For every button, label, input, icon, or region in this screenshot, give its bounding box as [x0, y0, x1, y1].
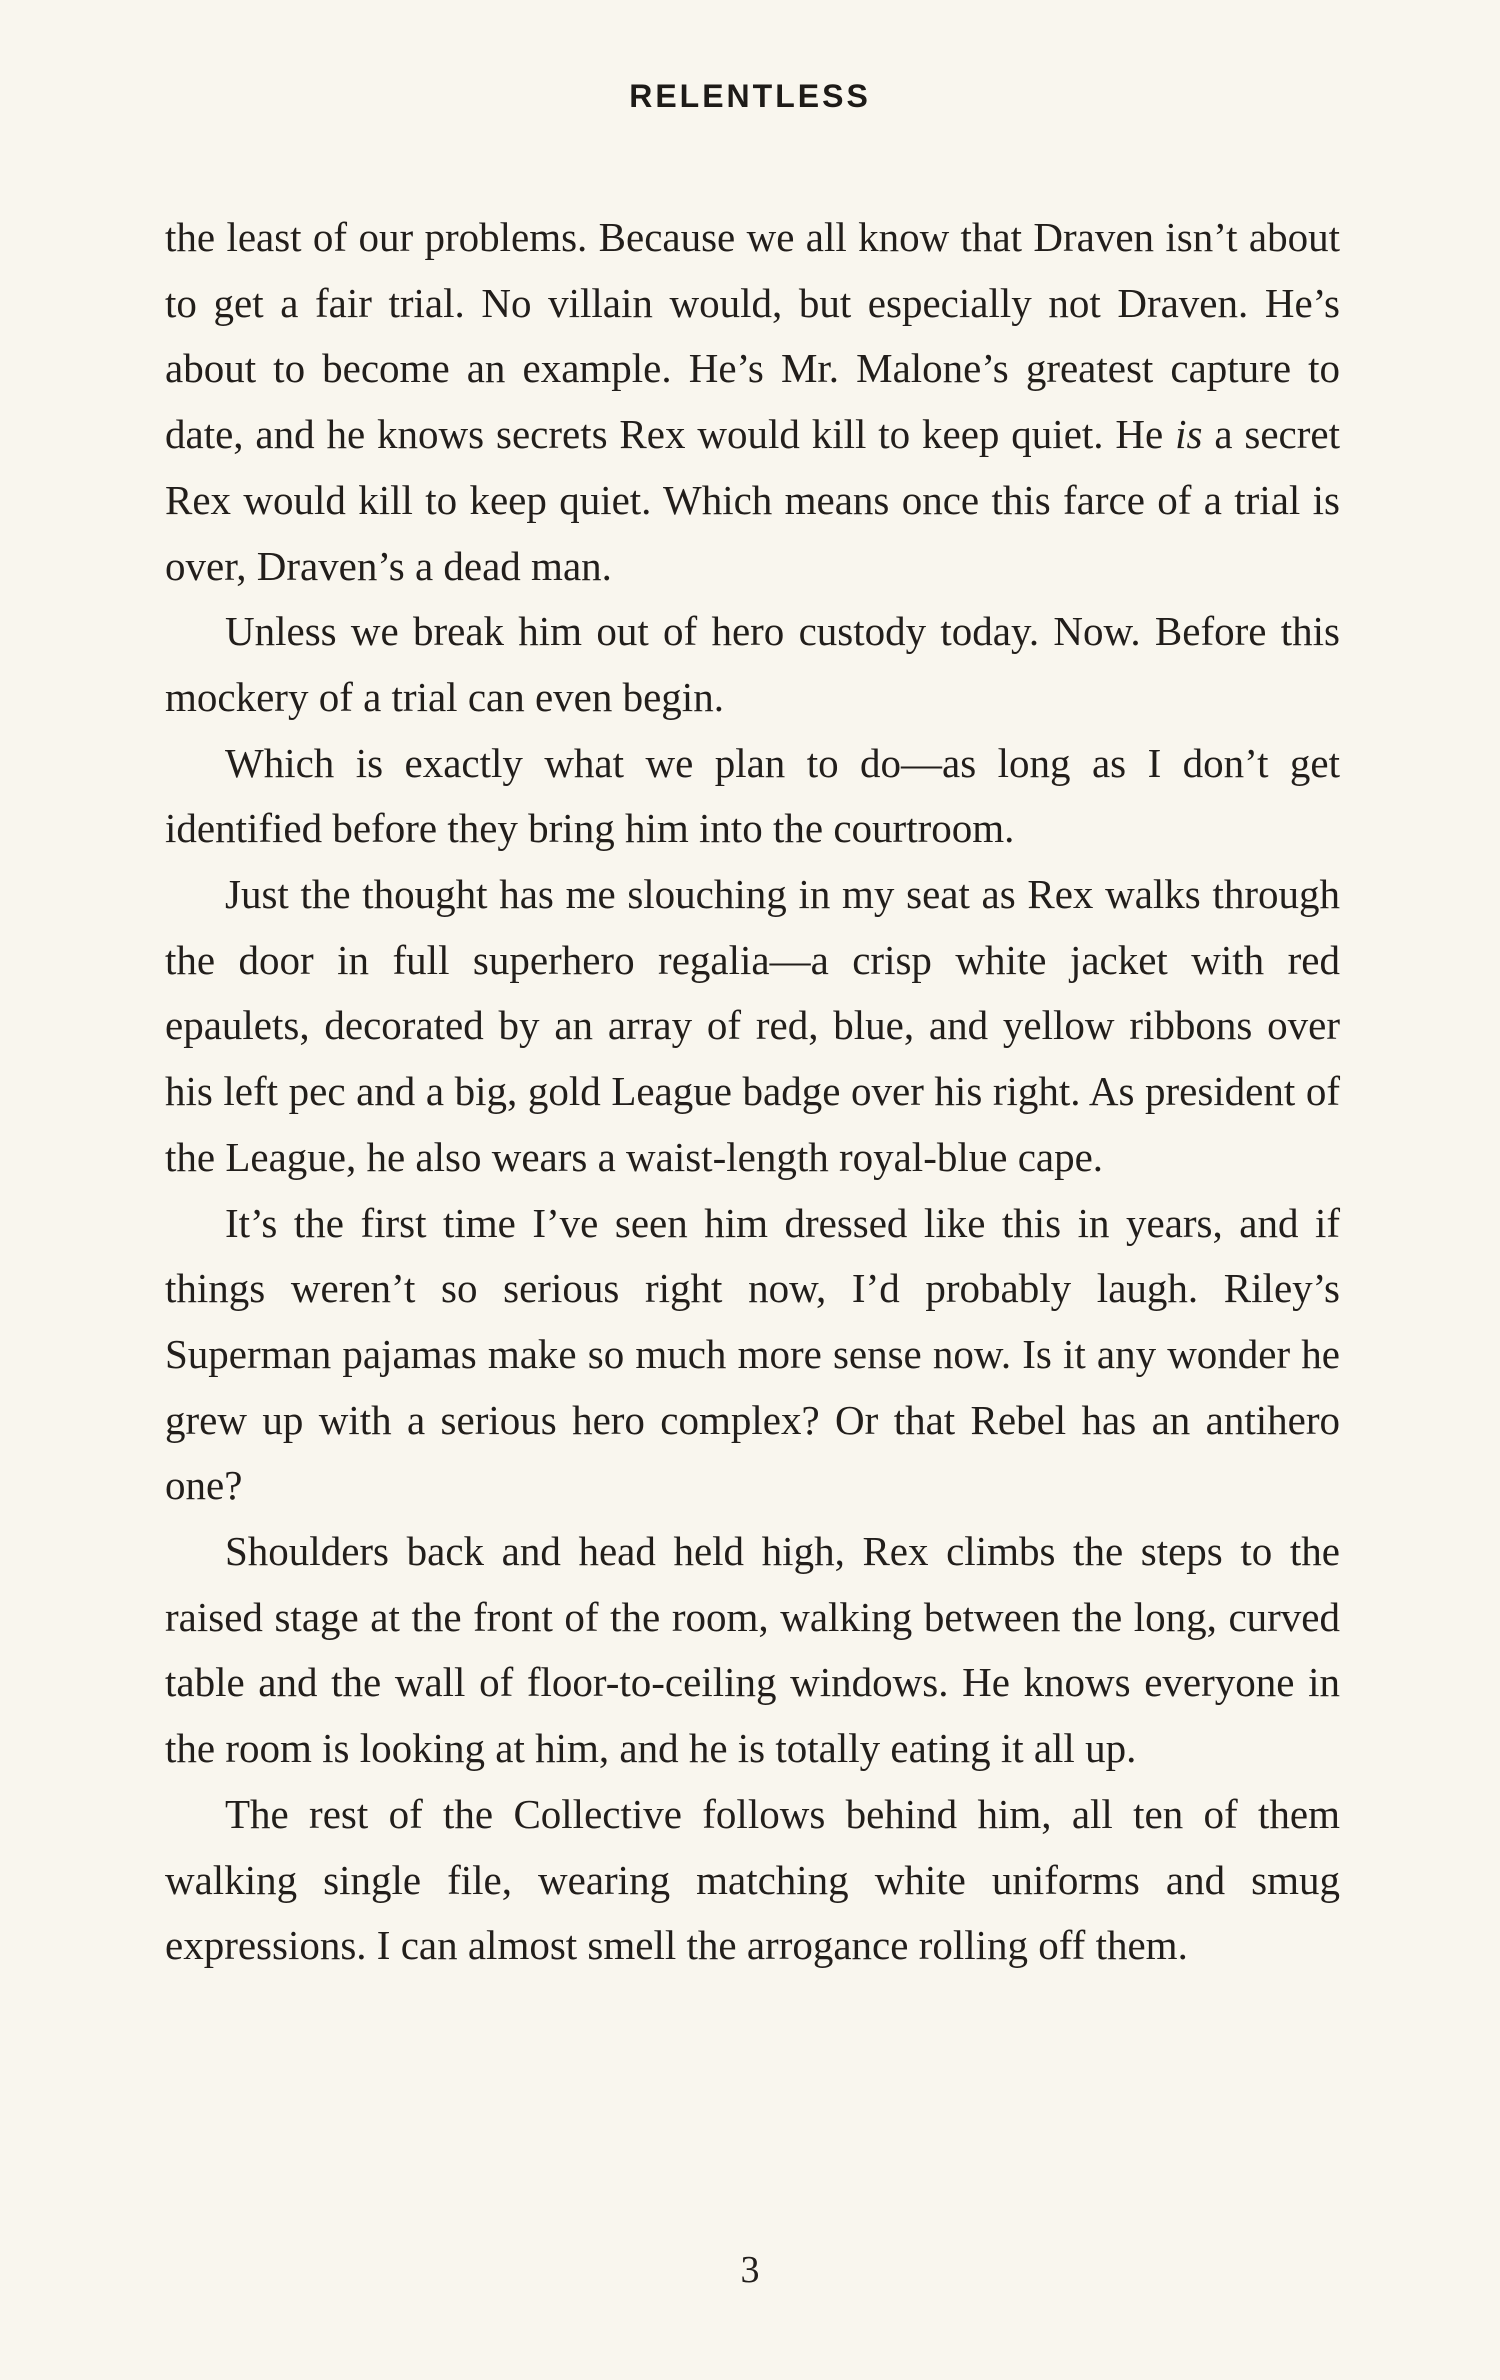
paragraph-7: The rest of the Collective follows behind him, all ten of them walking single file, wearing matching white uniforms and smug expressions. I can almost smell the arrogance rolling off them. — [165, 1790, 1340, 1969]
paragraph-4: Just the thought has me slouching in my seat as Rex walks through the door in full superhero regalia—a crisp white jacket with red epaulets, decorated by an array of red, blue, and yellow ribbons over his left pec and a big, gold League badge over his right. As president of the League, he also wears a waist-length royal-blue cape. — [165, 871, 1340, 1180]
paragraph-6: Shoulders back and head held high, Rex climbs the steps to the raised stage at the front of the room, walking between the long, curved table and the wall of floor-to-ceiling windows. He knows everyone in the room is looking at him, and he is totally eating it all up. — [165, 1528, 1340, 1772]
paragraph-2: Unless we break him out of hero custody today. Now. Before this mockery of a trial can even begin. — [165, 608, 1340, 720]
emphasis-is: is — [1175, 411, 1203, 458]
paragraph-5: It’s the first time I’ve seen him dressed like this in years, and if things weren’t so serious right now, I’d probably laugh. Riley’s Superman pajamas make so much more sense now. Is it any wonder he grew up with a serious hero complex? Or that Rebel has an antihero one? — [165, 1199, 1340, 1509]
paragraph-1: the least of our problems. Because we all know that Draven isn’t about to get a fair trial. No villain would, but especially not Draven. He’s about to become an example. He’s Mr. Malone’s greatest capture to date, and he knows secrets Rex would kill to keep quiet. He is a secret Rex would kill to keep quiet. Which means once this farce of a trial is over, Draven’s a dead man. — [165, 214, 1340, 589]
paragraph-3: Which is exactly what we plan to do—as long as I don’t get identified before they bring him into the courtroom. — [165, 739, 1340, 852]
running-head: RELENTLESS — [629, 78, 871, 114]
page-number: 3 — [740, 2249, 760, 2291]
body-text — [165, 205, 1340, 1979]
